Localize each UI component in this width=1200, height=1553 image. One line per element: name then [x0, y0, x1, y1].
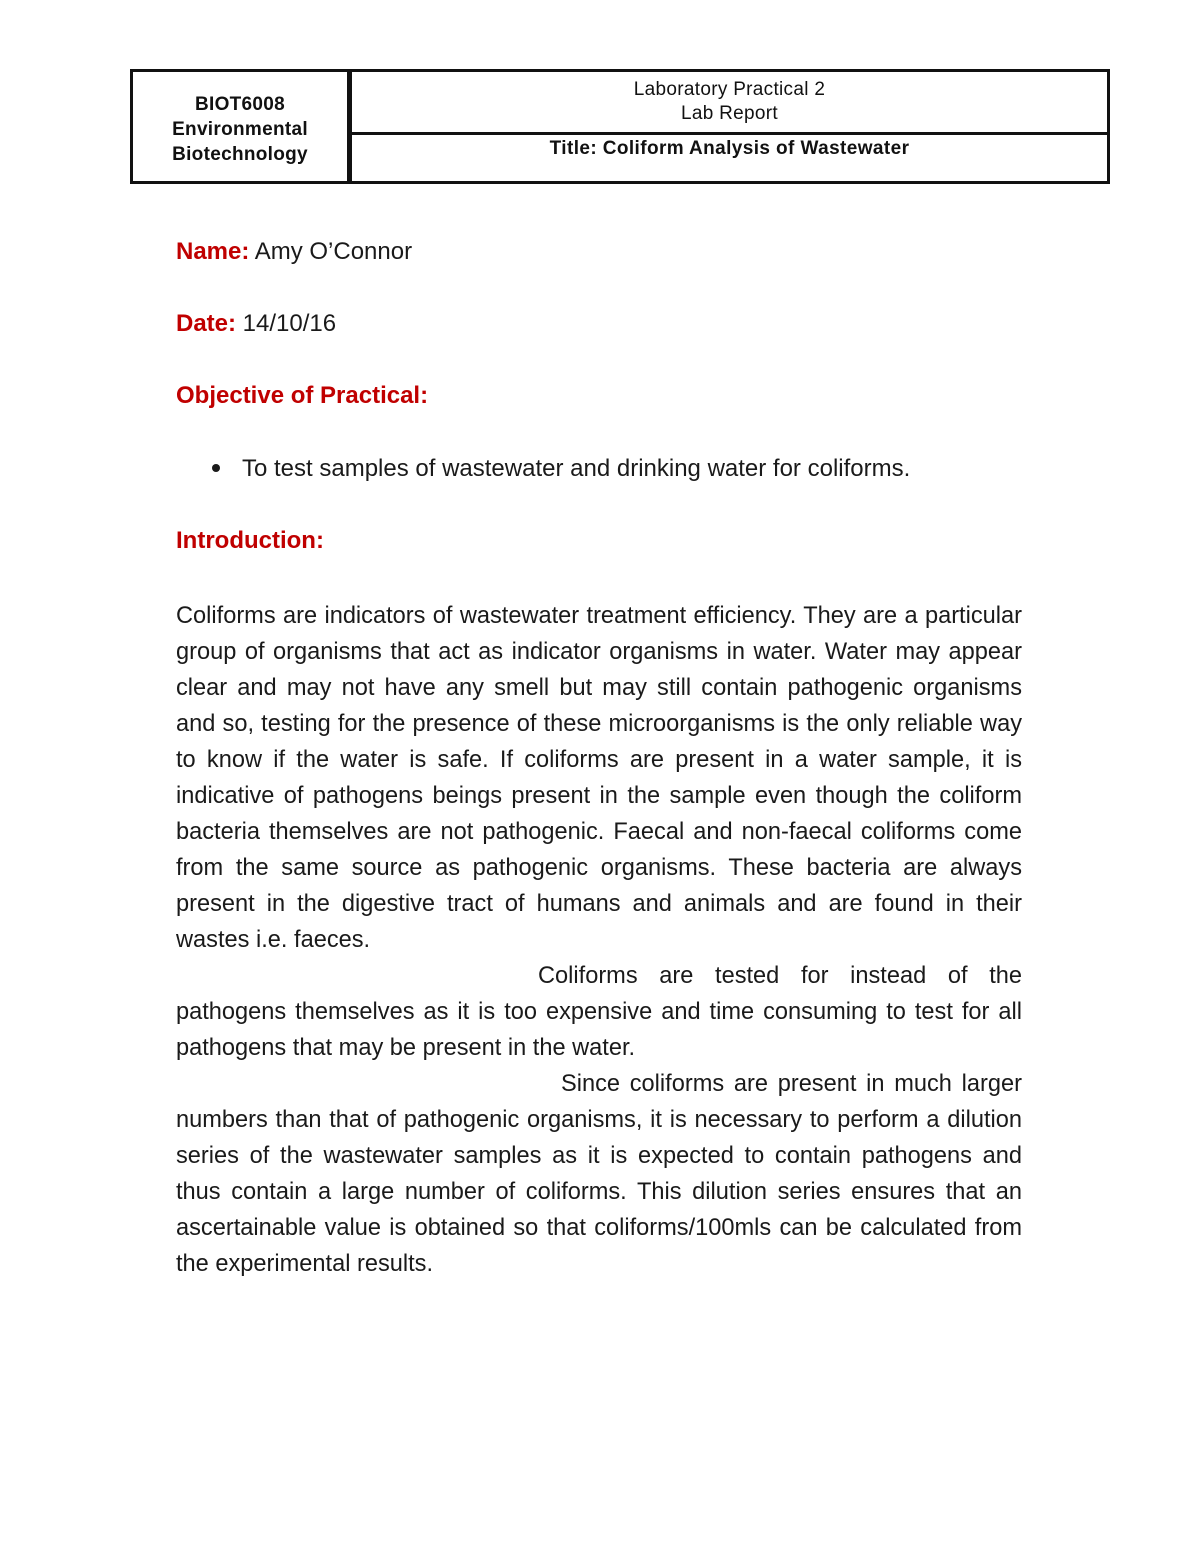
name-field — [176, 238, 412, 266]
header-table — [130, 69, 1110, 184]
practical-info — [352, 72, 1107, 135]
objective-list-item — [212, 455, 910, 483]
intro-paragraph-1: Coliforms are indicators of wastewater treatment efficiency. They are a particular group of organisms that act as indicator organisms in water. Water may appear clear and may not have any smell but may still contain pathogenic organisms and so, testing for the presence of these microorganisms is the only reliable way to know if the water is safe. If coliforms are present in a water sample, it is indicative of pathogens beings present in the sample even though the coliform bacteria themselves are not pathogenic. Faecal and non-faecal coliforms come from the same source as pathogenic organisms. These bacteria are always present in the digestive tract of humans and animals and are found in their wastes i.e. faeces. — [176, 603, 1022, 953]
intro-paragraph-3: Since coliforms are present in much larger numbers than that of pathogenic organisms, it is necessary to perform a dilution series of the wastewater samples as it is expected to contain pathogens and thus contain a large number of coliforms. This dilution series ensures that an ascertainable value is obtained so that coliforms/100mls can be calculated from the experimental results. — [176, 1071, 1022, 1277]
name-value: Amy O’Connor — [249, 238, 413, 265]
introduction-text — [176, 598, 1022, 1282]
course-cell — [130, 69, 350, 184]
objective-heading: Objective of Practical: — [176, 382, 429, 409]
intro-paragraph-2: Coliforms are tested for instead of the pathogens themselves as it is too expensive and time consuming to test for all pathogens that may be present in the water. — [176, 963, 1022, 1061]
report-title: Title: Coliform Analysis of Wastewater — [549, 138, 910, 159]
practical-cell — [348, 69, 1110, 184]
introduction-heading: Introduction: — [176, 527, 324, 554]
practical-number: Laboratory Practical 2 — [633, 79, 826, 100]
objective-item-text: To test samples of wastewater and drinking water for coliforms. — [242, 455, 911, 482]
course-code: BIOT6008 — [194, 94, 286, 115]
date-label: Date: — [176, 310, 237, 337]
report-type: Lab Report — [680, 103, 778, 124]
date-field — [176, 310, 336, 338]
date-value: 14/10/16 — [236, 310, 337, 337]
name-label: Name: — [176, 238, 250, 265]
bullet-icon — [212, 464, 220, 472]
course-name-line2: Biotechnology — [172, 144, 308, 165]
course-name-line1: Environmental — [172, 119, 308, 140]
